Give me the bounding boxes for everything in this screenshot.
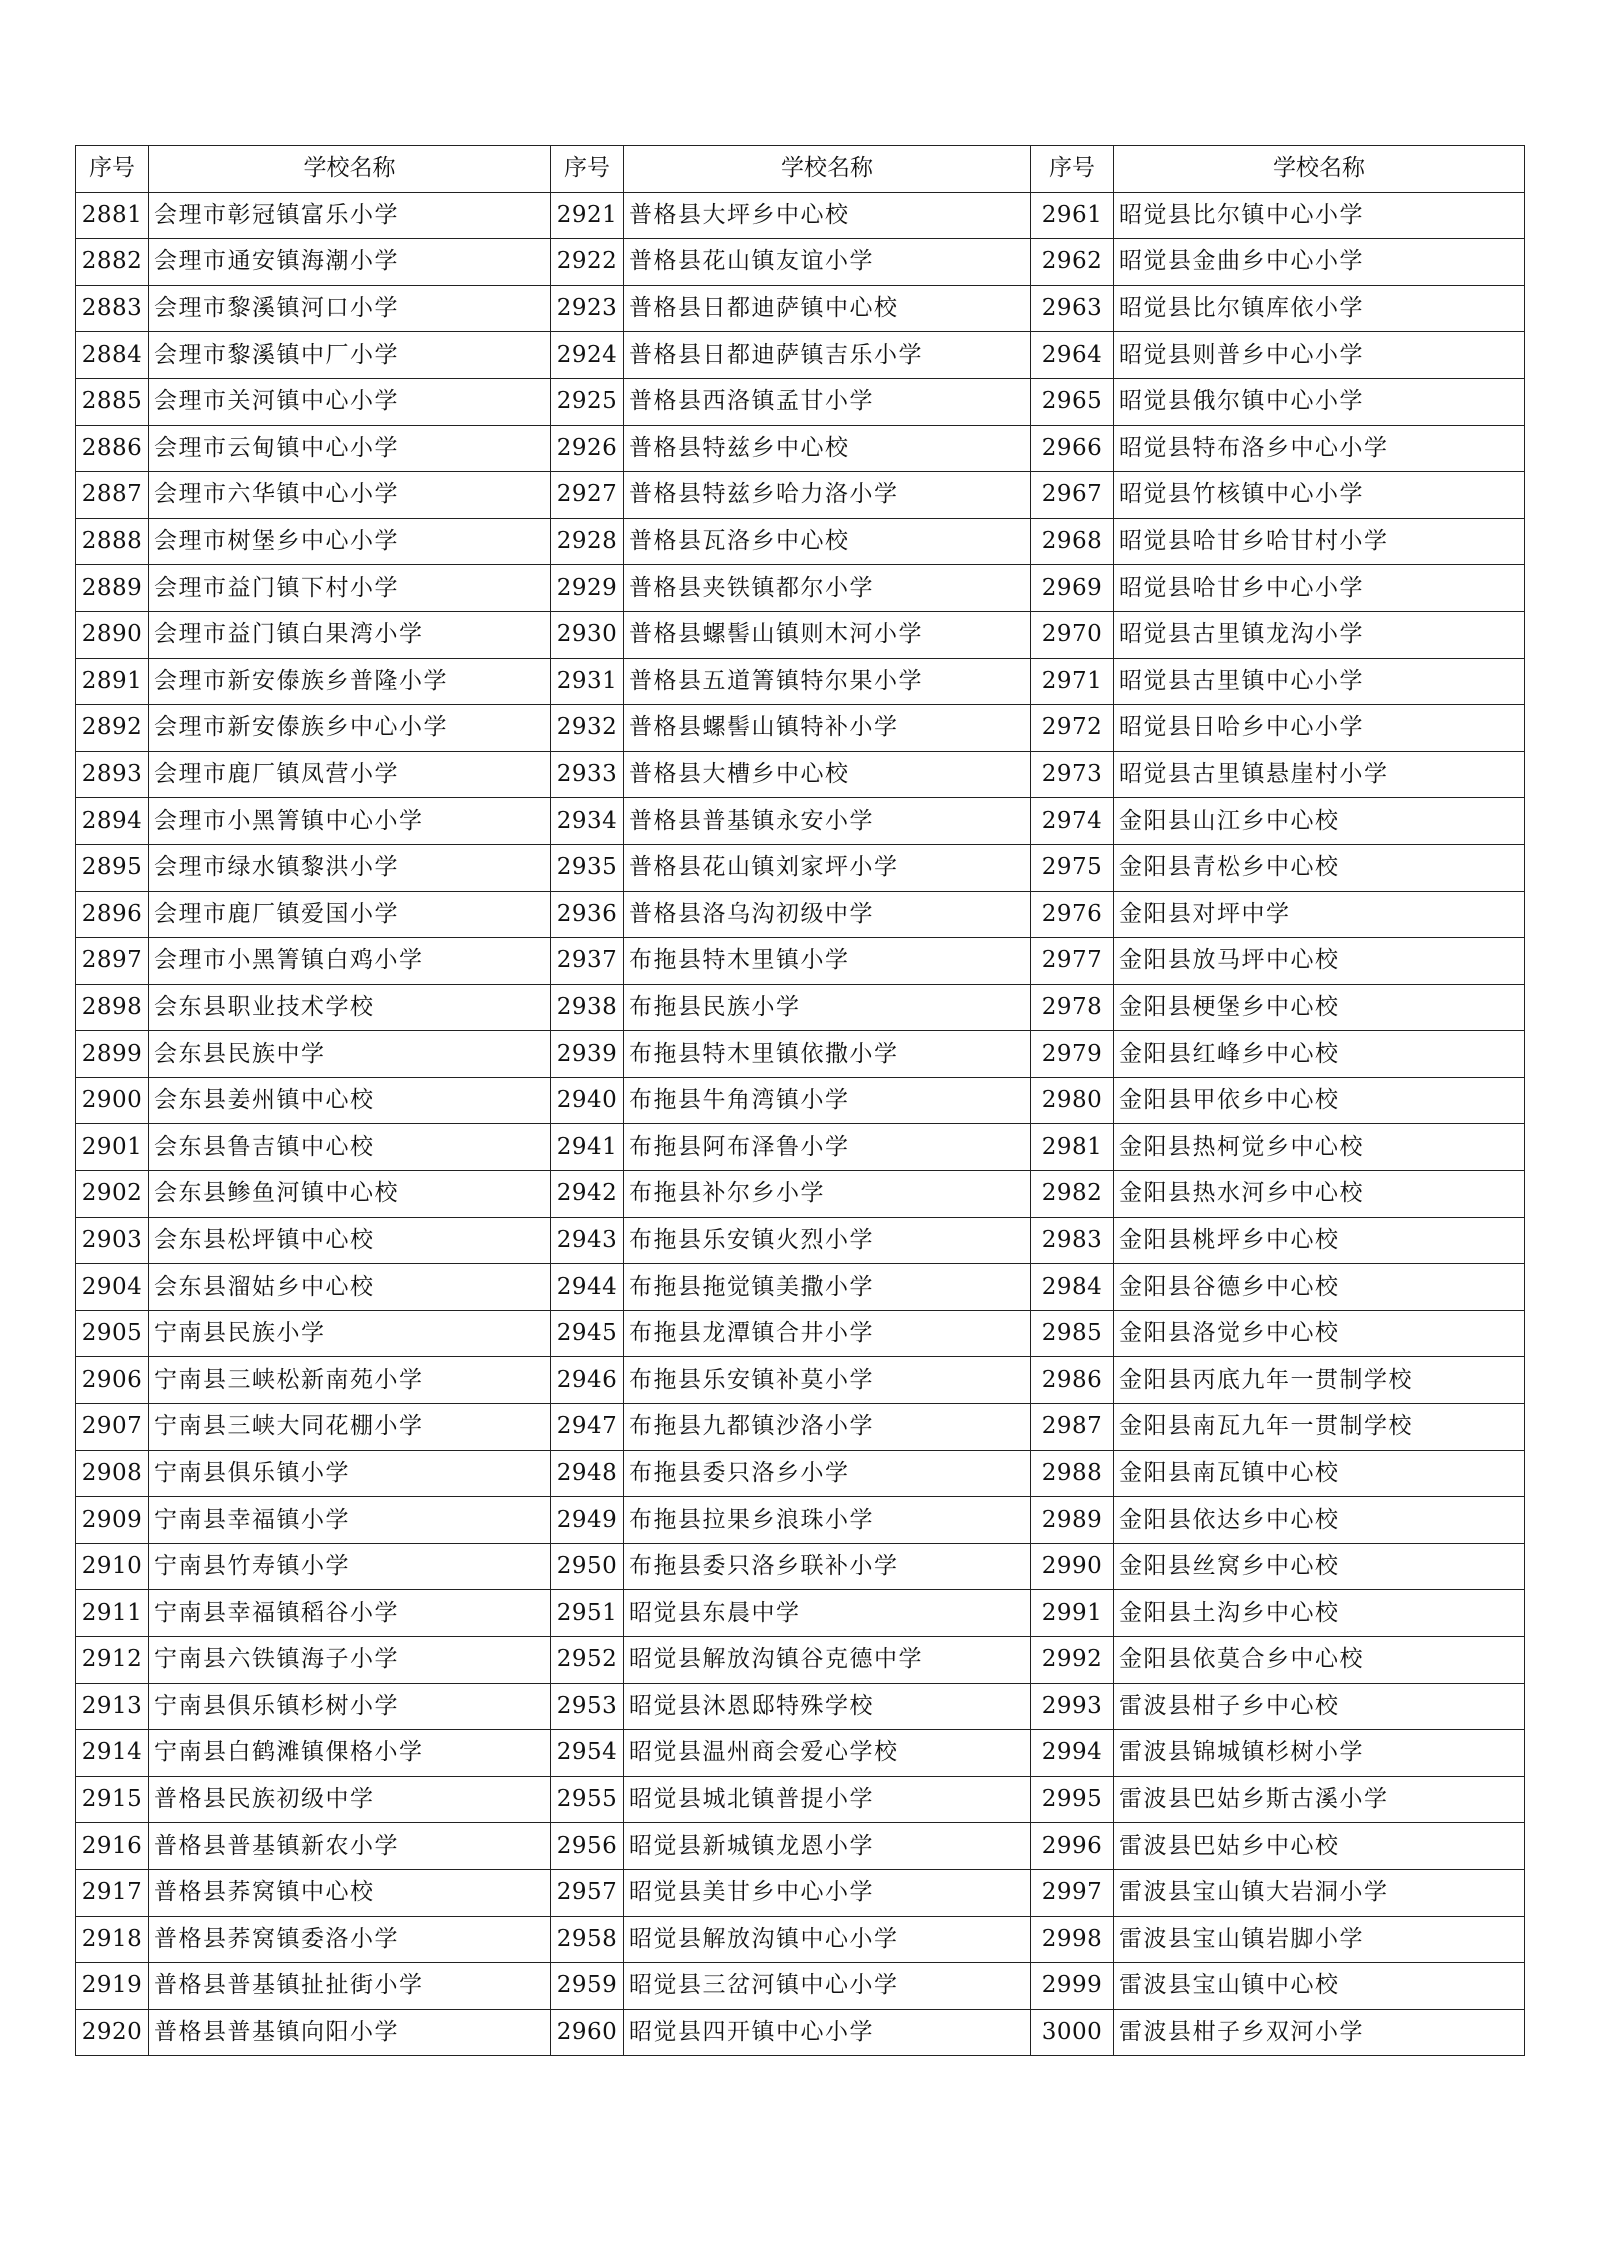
school-name-cell: 会理市鹿厂镇爱国小学 — [149, 891, 551, 938]
index-cell: 2956 — [551, 1823, 624, 1870]
school-name-cell: 昭觉县温州商会爱心学校 — [624, 1730, 1031, 1777]
col-header-school-name: 学校名称 — [1114, 146, 1525, 193]
school-name-cell: 布拖县委只洛乡小学 — [624, 1450, 1031, 1497]
table-row — [76, 1404, 1525, 1451]
index-cell: 2987 — [1031, 1404, 1114, 1451]
table-row — [76, 1823, 1525, 1870]
school-name-cell: 金阳县梗堡乡中心校 — [1114, 984, 1525, 1031]
school-name-cell: 会理市六华镇中心小学 — [149, 472, 551, 519]
school-name-cell: 金阳县土沟乡中心校 — [1114, 1590, 1525, 1637]
index-cell: 2963 — [1031, 285, 1114, 332]
index-cell: 2959 — [551, 1963, 624, 2010]
school-name-cell: 昭觉县古里镇悬崖村小学 — [1114, 751, 1525, 798]
school-name-cell: 宁南县俱乐镇小学 — [149, 1450, 551, 1497]
table-row — [76, 611, 1525, 658]
index-cell: 2988 — [1031, 1450, 1114, 1497]
table-row — [76, 1264, 1525, 1311]
index-cell: 2926 — [551, 425, 624, 472]
school-name-cell: 会东县松坪镇中心校 — [149, 1217, 551, 1264]
school-name-cell: 普格县大坪乡中心校 — [624, 192, 1031, 239]
school-name-cell: 普格县民族初级中学 — [149, 1776, 551, 1823]
school-name-cell: 金阳县山江乡中心校 — [1114, 798, 1525, 845]
index-cell: 2981 — [1031, 1124, 1114, 1171]
school-name-cell: 昭觉县城北镇普提小学 — [624, 1776, 1031, 1823]
school-name-cell: 金阳县青松乡中心校 — [1114, 844, 1525, 891]
table-row — [76, 1963, 1525, 2010]
index-cell: 2968 — [1031, 518, 1114, 565]
index-cell: 2930 — [551, 611, 624, 658]
col-header-school-name: 学校名称 — [624, 146, 1031, 193]
school-name-cell: 会东县溜姑乡中心校 — [149, 1264, 551, 1311]
index-cell: 2917 — [76, 1869, 149, 1916]
index-cell: 2955 — [551, 1776, 624, 1823]
school-name-cell: 布拖县牛角湾镇小学 — [624, 1077, 1031, 1124]
col-header-index: 序号 — [76, 146, 149, 193]
index-cell: 2915 — [76, 1776, 149, 1823]
index-cell: 2928 — [551, 518, 624, 565]
school-name-cell: 昭觉县哈甘乡哈甘村小学 — [1114, 518, 1525, 565]
table-row — [76, 425, 1525, 472]
index-cell: 2996 — [1031, 1823, 1114, 1870]
school-name-cell: 会理市绿水镇黎洪小学 — [149, 844, 551, 891]
school-name-cell: 昭觉县竹核镇中心小学 — [1114, 472, 1525, 519]
table-row — [76, 332, 1525, 379]
school-name-cell: 普格县花山镇友谊小学 — [624, 239, 1031, 286]
school-name-cell: 宁南县三峡大同花棚小学 — [149, 1404, 551, 1451]
index-cell: 2960 — [551, 2009, 624, 2056]
school-name-cell: 布拖县乐安镇补莫小学 — [624, 1357, 1031, 1404]
table-row — [76, 1543, 1525, 1590]
table-row — [76, 1450, 1525, 1497]
school-name-cell: 金阳县谷德乡中心校 — [1114, 1264, 1525, 1311]
school-name-cell: 布拖县九都镇沙洛小学 — [624, 1404, 1031, 1451]
index-cell: 2991 — [1031, 1590, 1114, 1637]
index-cell: 2971 — [1031, 658, 1114, 705]
col-header-school-name: 学校名称 — [149, 146, 551, 193]
school-name-cell: 会理市鹿厂镇凤营小学 — [149, 751, 551, 798]
school-name-cell: 普格县螺髻山镇则木河小学 — [624, 611, 1031, 658]
school-name-cell: 普格县日都迪萨镇中心校 — [624, 285, 1031, 332]
school-name-cell: 金阳县南瓦镇中心校 — [1114, 1450, 1525, 1497]
school-name-cell: 布拖县委只洛乡联补小学 — [624, 1543, 1031, 1590]
school-name-cell: 会理市关河镇中心小学 — [149, 378, 551, 425]
school-name-cell: 金阳县桃坪乡中心校 — [1114, 1217, 1525, 1264]
index-cell: 2941 — [551, 1124, 624, 1171]
school-name-cell: 金阳县红峰乡中心校 — [1114, 1031, 1525, 1078]
school-name-cell: 普格县荞窝镇中心校 — [149, 1869, 551, 1916]
index-cell: 2903 — [76, 1217, 149, 1264]
table-row — [76, 565, 1525, 612]
index-cell: 2993 — [1031, 1683, 1114, 1730]
index-cell: 2895 — [76, 844, 149, 891]
school-name-cell: 会东县鲁吉镇中心校 — [149, 1124, 551, 1171]
index-cell: 2910 — [76, 1543, 149, 1590]
school-name-cell: 会理市益门镇下村小学 — [149, 565, 551, 612]
school-name-cell: 金阳县热柯觉乡中心校 — [1114, 1124, 1525, 1171]
index-cell: 2911 — [76, 1590, 149, 1637]
school-name-cell: 布拖县特木里镇小学 — [624, 938, 1031, 985]
school-name-cell: 金阳县丝窝乡中心校 — [1114, 1543, 1525, 1590]
index-cell: 2998 — [1031, 1916, 1114, 1963]
index-cell: 2954 — [551, 1730, 624, 1777]
index-cell: 2908 — [76, 1450, 149, 1497]
index-cell: 2964 — [1031, 332, 1114, 379]
index-cell: 2969 — [1031, 565, 1114, 612]
table-row — [76, 239, 1525, 286]
school-name-cell: 布拖县乐安镇火烈小学 — [624, 1217, 1031, 1264]
index-cell: 2944 — [551, 1264, 624, 1311]
index-cell: 2942 — [551, 1171, 624, 1218]
index-cell: 2891 — [76, 658, 149, 705]
index-cell: 2897 — [76, 938, 149, 985]
table-row — [76, 1776, 1525, 1823]
table-row — [76, 192, 1525, 239]
school-name-cell: 金阳县南瓦九年一贯制学校 — [1114, 1404, 1525, 1451]
index-cell: 2899 — [76, 1031, 149, 1078]
index-cell: 2938 — [551, 984, 624, 1031]
school-name-cell: 布拖县补尔乡小学 — [624, 1171, 1031, 1218]
index-cell: 2907 — [76, 1404, 149, 1451]
index-cell: 2896 — [76, 891, 149, 938]
school-name-cell: 昭觉县则普乡中心小学 — [1114, 332, 1525, 379]
index-cell: 2933 — [551, 751, 624, 798]
index-cell: 2885 — [76, 378, 149, 425]
index-cell: 2943 — [551, 1217, 624, 1264]
table-row — [76, 938, 1525, 985]
index-cell: 2924 — [551, 332, 624, 379]
school-name-cell: 布拖县民族小学 — [624, 984, 1031, 1031]
index-cell: 2886 — [76, 425, 149, 472]
index-cell: 2939 — [551, 1031, 624, 1078]
school-name-cell: 普格县洛乌沟初级中学 — [624, 891, 1031, 938]
school-name-cell: 昭觉县俄尔镇中心小学 — [1114, 378, 1525, 425]
school-name-cell: 普格县大槽乡中心校 — [624, 751, 1031, 798]
index-cell: 2905 — [76, 1310, 149, 1357]
table-row — [76, 378, 1525, 425]
index-cell: 2884 — [76, 332, 149, 379]
table-header — [76, 146, 1525, 193]
index-cell: 2995 — [1031, 1776, 1114, 1823]
school-name-cell: 昭觉县沐恩邸特殊学校 — [624, 1683, 1031, 1730]
index-cell: 2916 — [76, 1823, 149, 1870]
index-cell: 2997 — [1031, 1869, 1114, 1916]
school-name-cell: 金阳县热水河乡中心校 — [1114, 1171, 1525, 1218]
index-cell: 2966 — [1031, 425, 1114, 472]
school-name-cell: 昭觉县四开镇中心小学 — [624, 2009, 1031, 2056]
school-name-cell: 雷波县宝山镇中心校 — [1114, 1963, 1525, 2010]
index-cell: 2904 — [76, 1264, 149, 1311]
index-cell: 2909 — [76, 1497, 149, 1544]
school-name-cell: 金阳县丙底九年一贯制学校 — [1114, 1357, 1525, 1404]
index-cell: 2962 — [1031, 239, 1114, 286]
school-name-cell: 布拖县特木里镇依撒小学 — [624, 1031, 1031, 1078]
table-row — [76, 705, 1525, 752]
school-name-cell: 昭觉县古里镇中心小学 — [1114, 658, 1525, 705]
school-name-cell: 昭觉县哈甘乡中心小学 — [1114, 565, 1525, 612]
table-row — [76, 285, 1525, 332]
index-cell: 2936 — [551, 891, 624, 938]
index-cell: 2900 — [76, 1077, 149, 1124]
school-name-cell: 昭觉县解放沟镇中心小学 — [624, 1916, 1031, 1963]
table-row — [76, 1171, 1525, 1218]
school-name-cell: 普格县螺髻山镇特补小学 — [624, 705, 1031, 752]
table-row — [76, 1637, 1525, 1684]
index-cell: 2914 — [76, 1730, 149, 1777]
index-cell: 2925 — [551, 378, 624, 425]
table-row — [76, 1497, 1525, 1544]
table-row — [76, 658, 1525, 705]
col-header-index: 序号 — [1031, 146, 1114, 193]
index-cell: 2931 — [551, 658, 624, 705]
index-cell: 2999 — [1031, 1963, 1114, 2010]
school-name-cell: 宁南县三峡松新南苑小学 — [149, 1357, 551, 1404]
school-name-cell: 雷波县锦城镇杉树小学 — [1114, 1730, 1525, 1777]
index-cell: 2881 — [76, 192, 149, 239]
table-row — [76, 1124, 1525, 1171]
school-name-cell: 普格县普基镇新农小学 — [149, 1823, 551, 1870]
school-name-cell: 昭觉县比尔镇库依小学 — [1114, 285, 1525, 332]
table-row — [76, 844, 1525, 891]
school-name-cell: 会理市小黑箐镇白鸡小学 — [149, 938, 551, 985]
index-cell: 2887 — [76, 472, 149, 519]
index-cell: 2949 — [551, 1497, 624, 1544]
index-cell: 2927 — [551, 472, 624, 519]
index-cell: 2950 — [551, 1543, 624, 1590]
school-name-cell: 雷波县宝山镇岩脚小学 — [1114, 1916, 1525, 1963]
index-cell: 2919 — [76, 1963, 149, 2010]
index-cell: 2975 — [1031, 844, 1114, 891]
index-cell: 2970 — [1031, 611, 1114, 658]
school-name-cell: 会理市新安傣族乡中心小学 — [149, 705, 551, 752]
school-name-cell: 金阳县甲依乡中心校 — [1114, 1077, 1525, 1124]
school-name-cell: 布拖县龙潭镇合井小学 — [624, 1310, 1031, 1357]
table-row — [76, 1077, 1525, 1124]
index-cell: 2948 — [551, 1450, 624, 1497]
school-name-cell: 会东县职业技术学校 — [149, 984, 551, 1031]
school-name-cell: 普格县五道箐镇特尔果小学 — [624, 658, 1031, 705]
school-name-cell: 布拖县阿布泽鲁小学 — [624, 1124, 1031, 1171]
index-cell: 2898 — [76, 984, 149, 1031]
school-name-cell: 宁南县俱乐镇杉树小学 — [149, 1683, 551, 1730]
index-cell: 2893 — [76, 751, 149, 798]
index-cell: 2923 — [551, 285, 624, 332]
school-name-cell: 普格县日都迪萨镇吉乐小学 — [624, 332, 1031, 379]
index-cell: 2978 — [1031, 984, 1114, 1031]
school-name-cell: 普格县夹铁镇都尔小学 — [624, 565, 1031, 612]
index-cell: 2967 — [1031, 472, 1114, 519]
index-cell: 2902 — [76, 1171, 149, 1218]
table-body — [76, 192, 1525, 2056]
school-name-cell: 会理市黎溪镇中厂小学 — [149, 332, 551, 379]
school-name-cell: 会理市树堡乡中心小学 — [149, 518, 551, 565]
index-cell: 2906 — [76, 1357, 149, 1404]
index-cell: 2989 — [1031, 1497, 1114, 1544]
school-name-cell: 普格县花山镇刘家坪小学 — [624, 844, 1031, 891]
index-cell: 2994 — [1031, 1730, 1114, 1777]
index-cell: 2961 — [1031, 192, 1114, 239]
school-name-cell: 金阳县洛觉乡中心校 — [1114, 1310, 1525, 1357]
school-name-cell: 金阳县依莫合乡中心校 — [1114, 1637, 1525, 1684]
index-cell: 2890 — [76, 611, 149, 658]
index-cell: 2976 — [1031, 891, 1114, 938]
school-name-cell: 金阳县对坪中学 — [1114, 891, 1525, 938]
table-row — [76, 1869, 1525, 1916]
index-cell: 2932 — [551, 705, 624, 752]
table-row — [76, 1357, 1525, 1404]
index-cell: 2934 — [551, 798, 624, 845]
school-name-cell: 昭觉县比尔镇中心小学 — [1114, 192, 1525, 239]
index-cell: 2986 — [1031, 1357, 1114, 1404]
school-name-cell: 会理市益门镇白果湾小学 — [149, 611, 551, 658]
school-name-cell: 普格县普基镇扯扯街小学 — [149, 1963, 551, 2010]
school-name-cell: 雷波县巴姑乡斯古溪小学 — [1114, 1776, 1525, 1823]
school-name-cell: 会东县民族中学 — [149, 1031, 551, 1078]
school-name-cell: 普格县特兹乡中心校 — [624, 425, 1031, 472]
table-row — [76, 1217, 1525, 1264]
index-cell: 2977 — [1031, 938, 1114, 985]
index-cell: 2990 — [1031, 1543, 1114, 1590]
school-name-cell: 昭觉县解放沟镇谷克德中学 — [624, 1637, 1031, 1684]
index-cell: 2882 — [76, 239, 149, 286]
index-cell: 2947 — [551, 1404, 624, 1451]
school-name-cell: 会理市黎溪镇河口小学 — [149, 285, 551, 332]
index-cell: 2972 — [1031, 705, 1114, 752]
index-cell: 2940 — [551, 1077, 624, 1124]
school-name-cell: 布拖县拉果乡浪珠小学 — [624, 1497, 1031, 1544]
index-cell: 2979 — [1031, 1031, 1114, 1078]
index-cell: 2951 — [551, 1590, 624, 1637]
index-cell: 2929 — [551, 565, 624, 612]
table-row — [76, 798, 1525, 845]
school-name-cell: 普格县普基镇永安小学 — [624, 798, 1031, 845]
index-cell: 2935 — [551, 844, 624, 891]
index-cell: 2918 — [76, 1916, 149, 1963]
school-name-cell: 普格县普基镇向阳小学 — [149, 2009, 551, 2056]
school-name-cell: 宁南县幸福镇小学 — [149, 1497, 551, 1544]
table-row — [76, 472, 1525, 519]
school-name-cell: 会理市小黑箐镇中心小学 — [149, 798, 551, 845]
school-name-cell: 布拖县拖觉镇美撒小学 — [624, 1264, 1031, 1311]
school-name-cell: 普格县荞窝镇委洛小学 — [149, 1916, 551, 1963]
index-cell: 2982 — [1031, 1171, 1114, 1218]
school-name-cell: 会东县姜州镇中心校 — [149, 1077, 551, 1124]
school-name-cell: 昭觉县古里镇龙沟小学 — [1114, 611, 1525, 658]
index-cell: 2974 — [1031, 798, 1114, 845]
index-cell: 2965 — [1031, 378, 1114, 425]
school-name-cell: 宁南县民族小学 — [149, 1310, 551, 1357]
index-cell: 2953 — [551, 1683, 624, 1730]
index-cell: 2973 — [1031, 751, 1114, 798]
school-name-cell: 雷波县宝山镇大岩洞小学 — [1114, 1869, 1525, 1916]
school-name-cell: 普格县瓦洛乡中心校 — [624, 518, 1031, 565]
index-cell: 2922 — [551, 239, 624, 286]
index-cell: 2952 — [551, 1637, 624, 1684]
index-cell: 2920 — [76, 2009, 149, 2056]
table-row — [76, 1310, 1525, 1357]
index-cell: 2889 — [76, 565, 149, 612]
school-name-cell: 普格县特兹乡哈力洛小学 — [624, 472, 1031, 519]
index-cell: 2983 — [1031, 1217, 1114, 1264]
table-row — [76, 1916, 1525, 1963]
col-header-index: 序号 — [551, 146, 624, 193]
school-name-cell: 昭觉县特布洛乡中心小学 — [1114, 425, 1525, 472]
school-name-cell: 宁南县幸福镇稻谷小学 — [149, 1590, 551, 1637]
school-name-cell: 雷波县巴姑乡中心校 — [1114, 1823, 1525, 1870]
school-name-cell: 会东县鲹鱼河镇中心校 — [149, 1171, 551, 1218]
index-cell: 2984 — [1031, 1264, 1114, 1311]
school-name-cell: 雷波县柑子乡中心校 — [1114, 1683, 1525, 1730]
school-name-cell: 昭觉县美甘乡中心小学 — [624, 1869, 1031, 1916]
index-cell: 2937 — [551, 938, 624, 985]
school-name-cell: 昭觉县三岔河镇中心小学 — [624, 1963, 1031, 2010]
school-name-cell: 宁南县竹寿镇小学 — [149, 1543, 551, 1590]
index-cell: 2985 — [1031, 1310, 1114, 1357]
index-cell: 3000 — [1031, 2009, 1114, 2056]
school-name-cell: 金阳县依达乡中心校 — [1114, 1497, 1525, 1544]
index-cell: 2888 — [76, 518, 149, 565]
school-name-cell: 宁南县白鹤滩镇倮格小学 — [149, 1730, 551, 1777]
table-row — [76, 1031, 1525, 1078]
school-name-cell: 金阳县放马坪中心校 — [1114, 938, 1525, 985]
index-cell: 2946 — [551, 1357, 624, 1404]
table-row — [76, 1730, 1525, 1777]
index-cell: 2980 — [1031, 1077, 1114, 1124]
index-cell: 2912 — [76, 1637, 149, 1684]
index-cell: 2894 — [76, 798, 149, 845]
table-row — [76, 518, 1525, 565]
table-row — [76, 891, 1525, 938]
header-row — [76, 146, 1525, 193]
school-name-cell: 会理市新安傣族乡普隆小学 — [149, 658, 551, 705]
index-cell: 2992 — [1031, 1637, 1114, 1684]
school-name-cell: 普格县西洛镇孟甘小学 — [624, 378, 1031, 425]
school-name-cell: 昭觉县金曲乡中心小学 — [1114, 239, 1525, 286]
table-row — [76, 2009, 1525, 2056]
school-name-cell: 会理市通安镇海潮小学 — [149, 239, 551, 286]
index-cell: 2892 — [76, 705, 149, 752]
index-cell: 2901 — [76, 1124, 149, 1171]
school-name-cell: 昭觉县新城镇龙恩小学 — [624, 1823, 1031, 1870]
index-cell: 2957 — [551, 1869, 624, 1916]
index-cell: 2921 — [551, 192, 624, 239]
school-name-cell: 会理市云甸镇中心小学 — [149, 425, 551, 472]
index-cell: 2913 — [76, 1683, 149, 1730]
school-name-cell: 雷波县柑子乡双河小学 — [1114, 2009, 1525, 2056]
school-name-cell: 昭觉县东晨中学 — [624, 1590, 1031, 1637]
table-row — [76, 1590, 1525, 1637]
school-list-table — [75, 145, 1525, 2056]
school-name-cell: 会理市彰冠镇富乐小学 — [149, 192, 551, 239]
index-cell: 2945 — [551, 1310, 624, 1357]
index-cell: 2883 — [76, 285, 149, 332]
table-row — [76, 984, 1525, 1031]
index-cell: 2958 — [551, 1916, 624, 1963]
table-row — [76, 1683, 1525, 1730]
table-row — [76, 751, 1525, 798]
school-name-cell: 宁南县六铁镇海子小学 — [149, 1637, 551, 1684]
school-name-cell: 昭觉县日哈乡中心小学 — [1114, 705, 1525, 752]
